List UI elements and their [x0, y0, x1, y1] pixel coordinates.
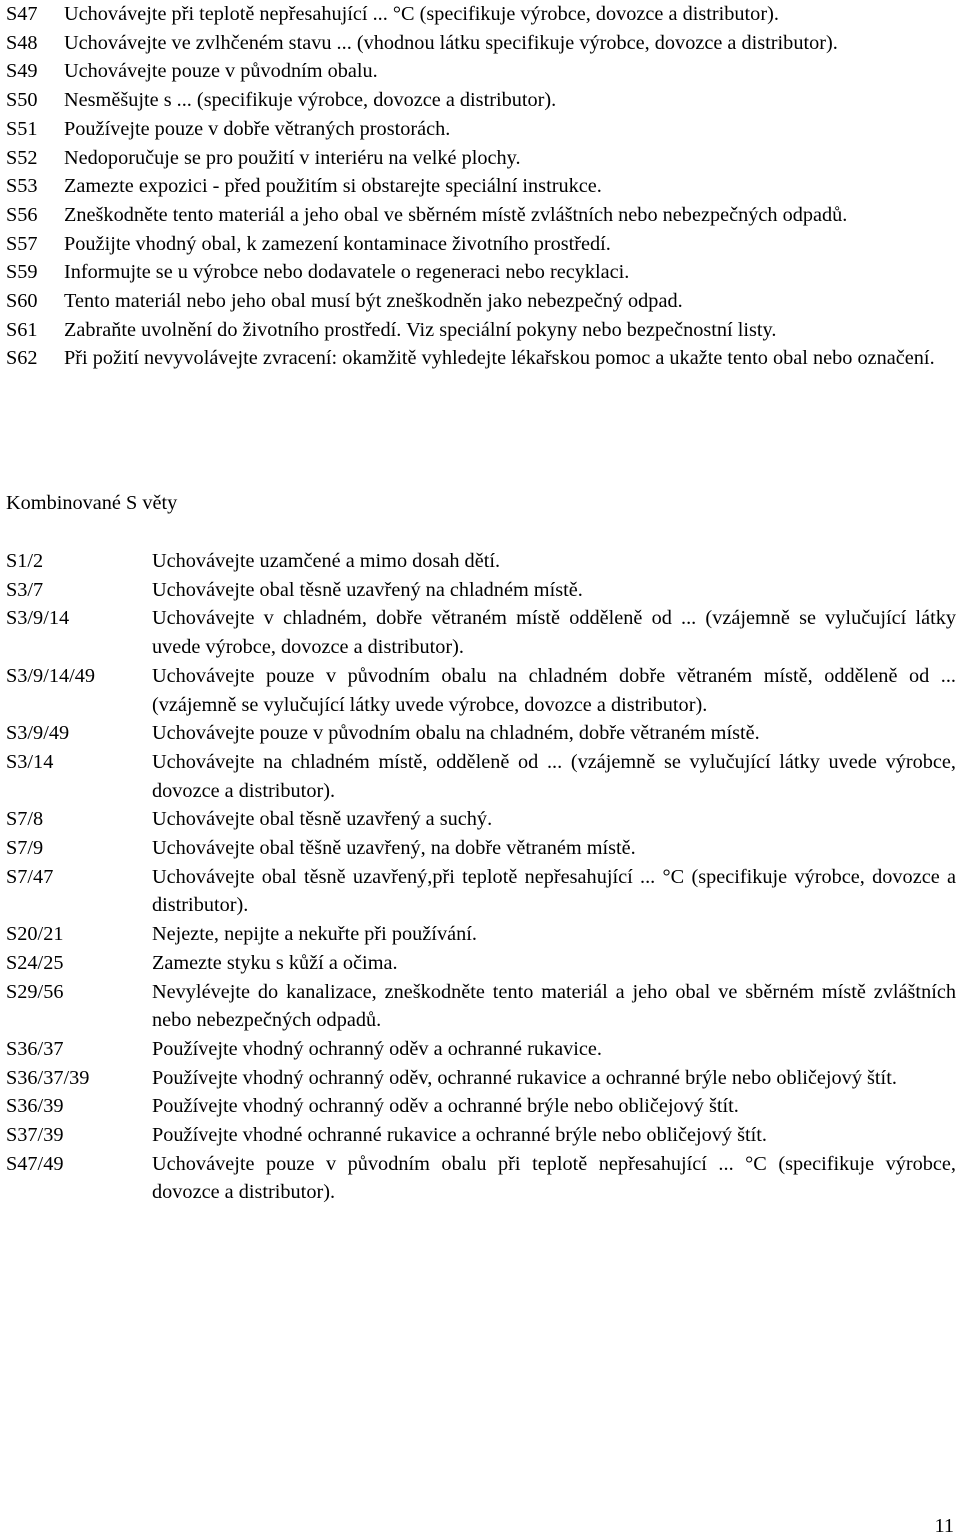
phrase-text: Uchovávejte na chladném místě, odděleně od ... (vzájemně se vylučující látky uvede výrobce, dovozce a distributor). [152, 750, 956, 802]
phrase-text: Zabraňte uvolnění do životního prostředí. Viz speciální pokyny nebo bezpečnostní listy. [64, 318, 777, 341]
phrase-text: Používejte vhodný ochranný oděv a ochranné rukavice. [152, 1037, 602, 1060]
phrase-text: Nejezte, nepijte a nekuřte při používání. [152, 923, 477, 946]
phrase-code: S61 [6, 318, 38, 341]
combined-s-phrases-heading: Kombinované S věty [6, 492, 178, 514]
phrase-code: S20/21 [6, 923, 64, 946]
phrase-text: Používejte pouze v dobře větraných prostorách. [64, 117, 451, 140]
phrase-row [6, 144, 956, 173]
phrase-code: S1/2 [6, 550, 44, 572]
combined-phrase-row [6, 662, 956, 719]
phrase-code: S36/37 [6, 1037, 64, 1060]
phrase-text: Používejte vhodné ochranné rukavice a ochranné brýle nebo obličejový štít. [152, 1124, 767, 1147]
phrase-text: Používejte vhodný ochranný oděv, ochranné rukavice a ochranné brýle nebo obličejový štít. [152, 1066, 897, 1089]
phrase-row [6, 258, 956, 287]
combined-s-phrases-list [6, 547, 956, 1207]
phrase-text: Nedoporučuje se pro použití v interiéru na velké plochy. [64, 146, 521, 169]
phrase-code: S60 [6, 290, 38, 313]
phrase-row [6, 86, 956, 115]
phrase-text: Uchovávejte pouze v původním obalu na chladném dobře větraném místě, odděleně od ... (vzájemně se vylučující látky uvede výrobce, dovozce a distributor). [152, 664, 956, 716]
phrase-code: S3/9/14/49 [6, 664, 96, 687]
phrase-code: S3/7 [6, 578, 44, 601]
combined-phrase-row [6, 805, 956, 834]
phrase-text: Uchovávejte obal těsně uzavřený na chladném místě. [152, 578, 583, 601]
phrase-code: S3/9/14 [6, 607, 70, 630]
phrase-row [6, 0, 956, 29]
phrase-text: Uchovávejte obal těsně uzavřený a suchý. [152, 808, 493, 831]
phrase-row [6, 316, 956, 345]
phrase-text: Uchovávejte obal těsně uzavřený,při teplotě nepřesahující ... °C (specifikuje výrobce, dovozce a distributor). [152, 865, 956, 917]
phrase-code: S49 [6, 60, 38, 83]
phrase-text: Při požití nevyvolávejte zvracení: okamžitě vyhledejte lékařskou pomoc a ukažte tento obal nebo označení. [64, 347, 935, 370]
phrase-code: S50 [6, 89, 38, 112]
phrase-code: S7/47 [6, 865, 54, 888]
combined-phrase-row [6, 978, 956, 1035]
phrase-code: S52 [6, 146, 38, 169]
phrase-code: S36/37/39 [6, 1066, 90, 1089]
phrase-code: S57 [6, 232, 38, 255]
phrase-text: Nesměšujte s ... (specifikuje výrobce, dovozce a distributor). [64, 89, 557, 112]
phrase-code: S51 [6, 117, 38, 140]
phrase-code: S48 [6, 31, 38, 54]
phrase-row [6, 201, 956, 230]
combined-phrase-row [6, 719, 956, 748]
phrase-text: Uchovávejte uzamčené a mimo dosah dětí. [152, 550, 501, 572]
phrase-code: S3/14 [6, 750, 54, 773]
phrase-row [6, 172, 956, 201]
phrase-text: Zamezte expozici - před použitím si obstarejte speciální instrukce. [64, 175, 602, 198]
combined-phrase-row [6, 1121, 956, 1150]
combined-phrase-row [6, 547, 956, 576]
phrase-code: S7/8 [6, 808, 44, 831]
phrase-row [6, 115, 956, 144]
combined-phrase-row [6, 1064, 956, 1093]
phrase-text: Uchovávejte pouze v původním obalu při teplotě nepřesahující ... °C (specifikuje výrobce, dovozce a distributor). [152, 1152, 956, 1204]
combined-phrase-row [6, 863, 956, 920]
combined-phrase-row [6, 748, 956, 805]
phrase-text: Zamezte styku s kůží a očima. [152, 951, 398, 974]
phrase-text: Nevylévejte do kanalizace, zneškodněte tento materiál a jeho obal ve sběrném místě zvláštních nebo nebezpečných odpadů. [152, 980, 956, 1032]
s-phrases-list [6, 0, 956, 373]
phrase-code: S59 [6, 261, 38, 284]
phrase-code: S29/56 [6, 980, 64, 1003]
phrase-text: Uchovávejte obal těšně uzavřený, na dobře větraném místě. [152, 837, 636, 860]
phrase-code: S36/39 [6, 1095, 64, 1118]
combined-phrase-row [6, 576, 956, 605]
phrase-text: Uchovávejte v chladném, dobře větraném místě odděleně od ... (vzájemně se vylučující látky uvede výrobce, dovozce a distributor). [152, 607, 956, 659]
combined-phrase-row [6, 834, 956, 863]
combined-phrase-row [6, 1092, 956, 1121]
phrase-code: S47/49 [6, 1152, 64, 1175]
combined-phrase-row [6, 1150, 956, 1207]
phrase-code: S24/25 [6, 951, 64, 974]
phrase-code: S47 [6, 3, 38, 25]
phrase-row [6, 287, 956, 316]
phrase-code: S62 [6, 347, 38, 370]
phrase-text: Používejte vhodný ochranný oděv a ochranné brýle nebo obličejový štít. [152, 1095, 739, 1118]
phrase-code: S56 [6, 203, 38, 226]
phrase-row [6, 230, 956, 259]
phrase-row [6, 29, 956, 58]
phrase-text: Uchovávejte pouze v původním obalu. [64, 60, 378, 83]
phrase-code: S7/9 [6, 837, 44, 860]
combined-phrase-row [6, 1035, 956, 1064]
phrase-text: Uchovávejte ve zvlhčeném stavu ... (vhodnou látku specifikuje výrobce, dovozce a distributor). [64, 31, 838, 54]
phrase-row [6, 57, 956, 86]
page-number: 11 [934, 1515, 954, 1537]
combined-phrase-row [6, 949, 956, 978]
phrase-code: S37/39 [6, 1124, 64, 1147]
combined-phrase-row [6, 604, 956, 661]
phrase-code: S3/9/49 [6, 722, 70, 745]
phrase-code: S53 [6, 175, 38, 198]
phrase-text: Zneškodněte tento materiál a jeho obal ve sběrném místě zvláštních nebo nebezpečných odpadů. [64, 203, 848, 226]
combined-phrase-row [6, 920, 956, 949]
phrase-text: Uchovávejte pouze v původním obalu na chladném, dobře větraném místě. [152, 722, 760, 745]
phrase-row [6, 344, 956, 373]
phrase-text: Použijte vhodný obal, k zamezení kontaminace životního prostředí. [64, 232, 611, 255]
phrase-text: Informujte se u výrobce nebo dodavatele o regeneraci nebo recyklaci. [64, 261, 630, 284]
phrase-text: Tento materiál nebo jeho obal musí být zneškodněn jako nebezpečný odpad. [64, 290, 683, 313]
phrase-text: Uchovávejte při teplotě nepřesahující ... °C (specifikuje výrobce, dovozce a distributor). [64, 3, 779, 25]
